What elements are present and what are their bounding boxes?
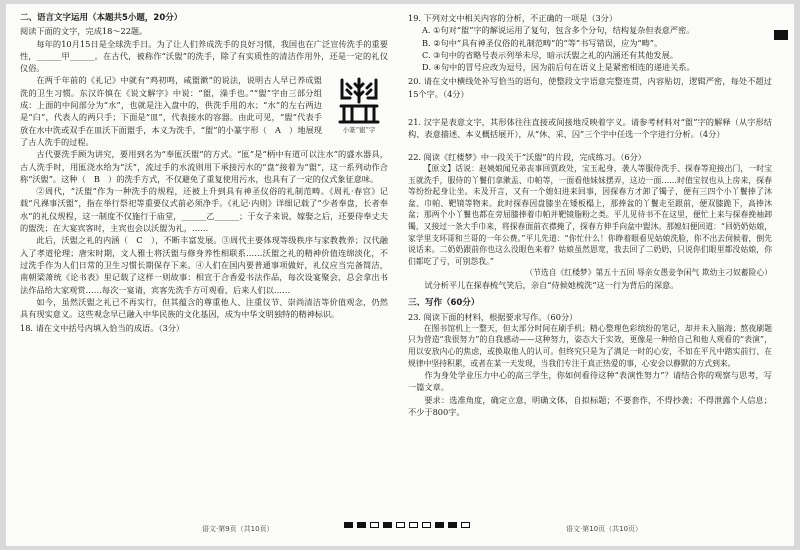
seal-character-figure (330, 76, 388, 135)
answer-space-21 (408, 141, 772, 149)
paragraph-3: 古代要洗手顾为讲究，要用到名为“奉匜沃盥”的方式。“匜”是“柄中有道可以注水”的盛水器具，古人洗手时，用匜浇水给为“沃”，流过手的水流则用下承接污水的“盘”接着为“盥”，这一系列动作合称“沃盥”。这种（ B ）的洗手方式，不仅避免了重复使用污水，也具有了一定的仪式象征意味。 (20, 149, 388, 184)
question-22: 22. 阅读《红楼梦》中一段关于“沃盥”的片段，完成练习。（6分） (408, 151, 646, 162)
reg-mark-filled (435, 522, 444, 528)
section-title-language: 二、语言文字运用（本题共5小题，20分） (20, 13, 183, 23)
left-column (20, 12, 388, 510)
reg-mark-filled (344, 522, 353, 528)
right-column (408, 12, 772, 510)
seal-script-guan-icon (336, 76, 382, 126)
reg-mark-empty (461, 522, 470, 528)
paragraph-5: 此后，沃盥之礼的内涵（ C ），不断丰富发展。③周代主要体现等级秩序与家教教养；汉代融入了孝道伦理；唐宋时期，文人雅士将沃盥与修身养性相联系……沃盥之礼的精神价值连绵淡化，不过洗手作为人们日常的卫生习惯长期保存下来。④人们在国内要普通事项做好，礼仪应当完备简洁，南朝梁萧统《论书表》里记载了这样一则故事：相宣于合香爱书法作品，每次设宴聚会，总会拿出书法作品给大家观赏……每次一宴请，宾客先洗手方可观看，后来人们以…… (20, 235, 388, 295)
question-19-option-a: A. ①句对“盥”字的解说运用了复句，包含多个分句，结构复杂但表意严密。 (422, 25, 695, 36)
seal-character-caption: 小篆“盥”字 (342, 126, 376, 135)
question-19: 19. 下列对文中相关内容的分析，不正确的一项是（3分） (408, 13, 618, 23)
reg-mark-empty (409, 522, 418, 528)
question-23-prompt: 作为身处学业压力中心的高三学生，你如何看待这种“表演性努力”？请结合你的观察与思考，写一篇文章。 (408, 370, 772, 393)
question-19-option-d: D. ④句中的冒号应改为逗号，因为前后句在语义上是紧密相连的递进关系。 (422, 62, 695, 73)
question-21: 21. 汉字是表意文字，其形体往往直接或间接地反映着字义。请参考材料对“盥”字的解释（从字形结构、表意描述、本义概括展开），从“休、采、囚”三个字中任选一个字进行分析。（4分） (408, 117, 772, 140)
reading-intro: 阅读下面的文字，完成18～22题。 (20, 26, 148, 37)
reg-mark-filled (383, 522, 392, 528)
question-19-option-b: B. ②句中“具有神圣仪俗的礼制范畴”的“等”书写错误，应为“畴”。 (422, 37, 663, 48)
question-20: 20. 请在文中横线处补写恰当的语句，使整段文字语意完整连贯，内容贴切，逻辑严密，每处不超过15个字。（4分） (408, 76, 772, 99)
reg-mark-filled (357, 522, 366, 528)
answer-space-20 (408, 100, 772, 114)
paragraph-6: 如今，虽然沃盥之礼已不再实行，但其蕴含的尊重他人、注重仪节、崇尚清洁等价值观念，仍然具有现实意义。这些观念早已融入中华民族的文化基因，成为中华文明独特的精神标识。 (20, 296, 388, 320)
reg-mark-empty (396, 522, 405, 528)
footer-page-left: 语文·第9页（共10页） (202, 525, 274, 533)
question-19-option-c: C. ③句中的省略号表示列举未尽，暗示沃盥之礼的内涵还有其他发展。 (422, 49, 678, 60)
section-title-writing: 三、写作（60分） (408, 298, 480, 309)
footer-page-right: 语文·第10页（共10页） (566, 525, 643, 533)
footer-registration-marks (344, 522, 470, 528)
question-22-source: （节选自《红楼梦》第五十五回 辱亲女愚妾争闲气 欺幼主刁奴蓄险心） (525, 268, 772, 278)
question-18: 18. 请在文中括号内填入恰当的成语。（3分） (20, 323, 185, 334)
corner-mark (774, 30, 788, 40)
question-22-task: 试分析平儿在探春梳气笑后，亲自“侍候她梳洗”这一行为背后的深意。 (424, 279, 679, 290)
paragraph-1: 每年的10月15日是全球洗手日。为了让人们养成洗手的良好习惯，我国也在广泛宣传洗手的重要性，______甲______。在古代，被称作“沃盥”的洗手，除了有实质性的清洁作用外，还是一定的礼仪仪俗。 (20, 38, 388, 74)
reg-mark-filled (448, 522, 457, 528)
paragraph-4: ②周代，“沃盥”作为一种洗手的规程，还被上升到具有神圣仪俗的礼制范畴。《周礼·春官》记载“凡祼事沃盥”，指在举行祭祀等重要仪式前必须净手。《礼记·内则》详细记载了“少者奉盘，长者奉水”的礼仪规程，这一制度不仅施行于庙堂，______乙______；于女子来说，嫁娶之后，还要侍奉丈夫的盥洗；在大宴宾客时，主宾也会以沃盥为礼，…… (20, 186, 388, 234)
question-23: 23. 阅读下面的材料，根据要求写作。（60分） (408, 311, 578, 322)
question-22-passage: 【原文】话说：赵姨娘闻兄弟丧事回贾政处，宝玉起身，袭人等服侍洗手、探春等迎接出门，一时宝玉就洗手，服侍的丫鬟们拿漱盂、巾帕等，一面看他妹妹摆弄，这边一面……时值宝钗也从上房来，探春等纷纷起身让坐。未及开言，又有一个媳妇进来回事，因探春方才卸了镯子，便有三四个小丫鬟捧了沐盆、巾帕、靶镜等物来。此时探春因盘膝坐在矮板榻上，那捧盆的丫鬟走至跟前，便双膝跪下，高捧沐盆；那两个小丫鬟也都在旁屈膝捧着巾帕并靶镜脂粉之类。平儿见待书不在这里，便忙上来与探春挽袖卸镯，又接过一条大手巾来，将探春面前衣襟掩了，探春方伸手向盆中盥沐。那媳妇便回道：“回奶奶姑娘，家学里支环哥和兰哥的一年公费。”平儿先道：“你忙什么！你睁着眼看见姑娘洗脸，你不出去伺候着，倒先说话来。二奶奶跟前你也这么没眼色来着？姑娘虽然恩宽，我去回了二奶奶，只说你们眼里都没姑娘，你们都吃了亏，可别怨我。” (408, 163, 772, 266)
question-23-requirements: 要求：选准角度，确定立意，明确文体，自拟标题；不要套作，不得抄袭；不得泄露个人信息；不少于800字。 (408, 394, 772, 418)
exam-sheet (6, 4, 794, 546)
paragraph-2: 在两千年前的《礼记》中就有“鸡初鸣，咸盥漱”的说法，说明古人早已养成盥洗的卫生习惯。东汉许慎在《说文解字》中说：“盥，澡手也。”“盥”字由三部分组成：上面的中间部分为“水”，也就是注入盘中的，供洗手用的水；“水”的左右两边是“臼”，代表人的两只手；下面是“皿”，代表接水的容器。由此可见，“盥”代表手放在水中洗或双手在皿沃下面盥手，本义为洗手，“盥”的小篆字形（ A ）地展现了古人洗手的过程。 (20, 75, 322, 147)
reg-mark-empty (422, 522, 431, 528)
reg-mark-empty (370, 522, 379, 528)
question-23-material: 在图书馆机上一整天，但太部分时间在刷手机；精心整理色彩缤纷的笔记，却并未入脑海；熬夜刷题只为营造“我很努力”的自我感动——这种努力，姿态大于实效，更像是一种给自己和他人观看的“表演”，用以安放内心的焦虑，或换取他人的认可。但终究只是为了满足一时的心安，不如在平凡中踏实前行、在规律中坚持积累，或者在某一天发现，当我们专注于真正热爱的事，心安会以静默的方式到来。 (408, 323, 772, 368)
